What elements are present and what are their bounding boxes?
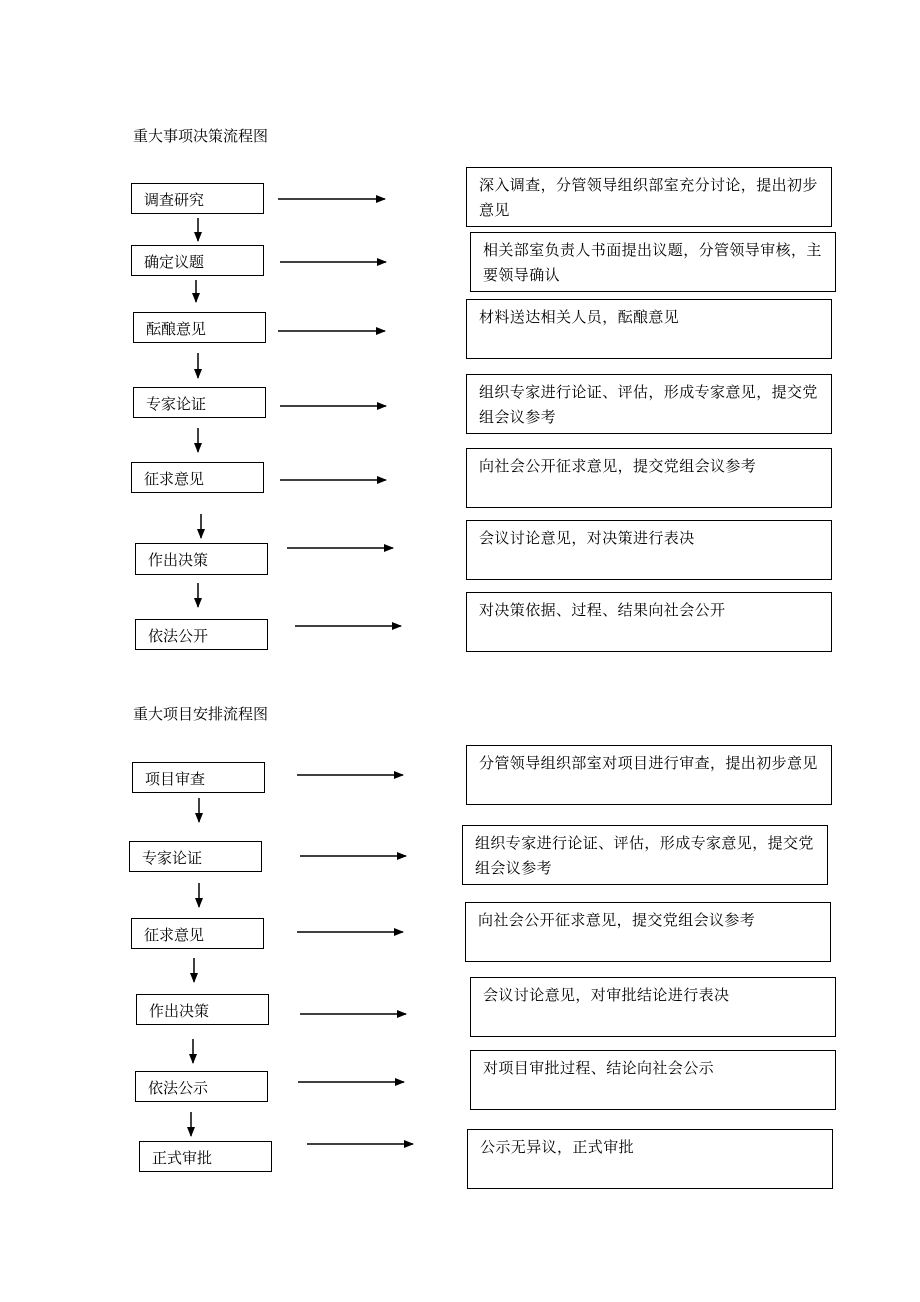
s1-desc-research: 深入调查，分管领导组织部室充分讨论，提出初步意见 (466, 167, 832, 227)
s1-step-deliberate: 酝酿意见 (133, 312, 266, 343)
s2-desc-approve: 公示无异议，正式审批 (467, 1129, 833, 1189)
s2-step-solicit-opinion: 征求意见 (131, 918, 264, 949)
s1-desc-solicit-opinion: 向社会公开征求意见，提交党组会议参考 (466, 448, 832, 508)
s2-desc-decide: 会议讨论意见，对审批结论进行表决 (470, 977, 836, 1037)
s1-step-solicit-opinion: 征求意见 (131, 462, 264, 493)
s1-step-research: 调查研究 (131, 183, 264, 214)
section1-title: 重大事项决策流程图 (133, 127, 269, 145)
s1-desc-publish: 对决策依据、过程、结果向社会公开 (466, 592, 832, 652)
s1-step-decide: 作出决策 (135, 543, 268, 575)
s1-step-define-topic: 确定议题 (131, 245, 264, 276)
s1-step-expert-review: 专家论证 (133, 387, 266, 418)
section2-title: 重大项目安排流程图 (133, 705, 269, 723)
s2-desc-solicit-opinion: 向社会公开征求意见，提交党组会议参考 (465, 902, 831, 962)
s2-desc-expert-review: 组织专家进行论证、评估，形成专家意见，提交党组会议参考 (462, 825, 828, 885)
s2-step-expert-review: 专家论证 (129, 841, 262, 872)
s2-step-project-review: 项目审查 (132, 762, 265, 793)
s1-desc-decide: 会议讨论意见，对决策进行表决 (466, 520, 832, 580)
s2-step-approve: 正式审批 (139, 1141, 272, 1172)
s1-desc-expert-review: 组织专家进行论证、评估，形成专家意见，提交党组会议参考 (466, 374, 832, 434)
s1-desc-define-topic: 相关部室负责人书面提出议题，分管领导审核，主要领导确认 (470, 232, 836, 292)
s2-desc-announce: 对项目审批过程、结论向社会公示 (470, 1050, 836, 1110)
s2-desc-project-review: 分管领导组织部室对项目进行审查，提出初步意见 (466, 745, 832, 805)
s1-step-publish: 依法公开 (135, 619, 268, 650)
s1-desc-deliberate: 材料送达相关人员，酝酿意见 (466, 299, 832, 359)
s2-step-decide: 作出决策 (136, 994, 269, 1025)
s2-step-announce: 依法公示 (135, 1071, 268, 1102)
